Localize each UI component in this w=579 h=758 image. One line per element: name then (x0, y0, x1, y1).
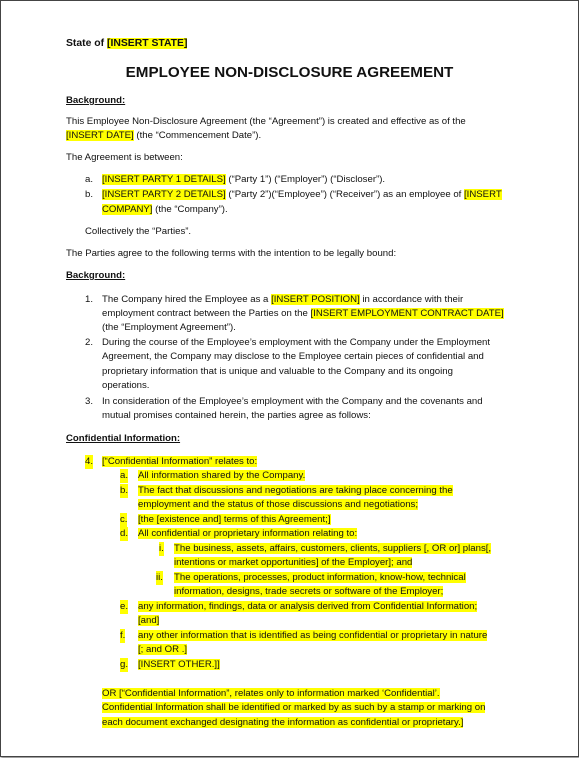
item-4-marker: 4. (85, 456, 94, 467)
background-heading-1: Background: (66, 95, 126, 106)
item-1-line-1 (102, 293, 463, 307)
sub-ii-text-1: The operations, processes, product information, know-how, technical (174, 572, 466, 583)
item-3-line-2: mutual promises contained herein, the parties agree as follows: (102, 410, 371, 421)
sub-d-line (138, 527, 357, 541)
item-2-line-2: Agreement, the Company may disclose to the Employee certain pieces of confidential and (102, 351, 484, 362)
contract-date-placeholder: [INSERT EMPLOYMENT CONTRACT DATE] (310, 308, 504, 319)
sub-ii-line-2 (174, 585, 443, 599)
sub-f-marker: f. (120, 630, 126, 641)
item-1-marker: 1. (85, 294, 94, 305)
party-b-rest: (“Party 2”)(“Employee”) (“Receiver”) as an employee of (225, 189, 465, 200)
sub-e-line-2 (138, 614, 159, 628)
between-text: The Agreement is between: (66, 152, 183, 163)
state-placeholder: [INSERT STATE] (107, 38, 188, 49)
sub-i-marker: i. (159, 543, 164, 554)
sub-b-line-1 (138, 484, 453, 498)
or-text-2: Confidential Information shall be identified or marked by as such by a stamp or marking on (102, 702, 486, 713)
or-line-1 (102, 687, 440, 701)
sub-d-text: All confidential or proprietary information relating to: (138, 528, 358, 539)
collectively-text: Collectively the “Parties”. (85, 226, 192, 237)
sub-i-text-2: intentions or market opportunities] of the Employer]; and (174, 557, 413, 568)
state-line (66, 37, 187, 51)
sub-e-text-2: [and] (138, 615, 160, 626)
party-a-marker: a. (85, 174, 94, 185)
sub-c-text: [the [existence and] terms of this Agreement;] (138, 514, 331, 525)
party-1-placeholder: [INSERT PARTY 1 DETAILS] (102, 174, 226, 185)
item-4-line (102, 455, 257, 469)
company-placeholder-1: [INSERT (464, 189, 502, 200)
sub-c-line (138, 513, 331, 527)
confidential-heading: Confidential Information: (66, 433, 181, 444)
item-3-line-1: In consideration of the Employee’s employment with the Company and the covenants and (102, 396, 483, 407)
sub-f-text-2: [; and OR .] (138, 644, 188, 655)
party-b-line-2 (102, 203, 228, 217)
sub-b-line-2 (138, 498, 418, 512)
intro-line-2-rest: (the “Commencement Date”). (133, 130, 262, 141)
sub-ii-marker: ii. (156, 572, 163, 583)
position-placeholder: [INSERT POSITION] (271, 294, 360, 305)
party-b-line-1 (102, 188, 502, 202)
sub-d-marker: d. (120, 528, 129, 539)
sub-ii-line-1 (174, 571, 466, 585)
sub-a-text: All information shared by the Company. (138, 470, 306, 481)
item-2-marker: 2. (85, 337, 94, 348)
sub-ii-text-2: information, designs, trade secrets or software of the Employer; (174, 586, 444, 597)
item-1-line-2-pre: employment contract between the Parties on the (102, 308, 311, 319)
sub-g-text: [INSERT OTHER.]] (138, 659, 220, 670)
or-text-1: OR [“Confidential Information”, relates only to information marked ‘Confidential’. (102, 688, 440, 699)
or-line-3 (102, 716, 463, 730)
party-a-rest: (“Party 1”) (“Employer”) (“Discloser”). (225, 174, 386, 185)
state-prefix: State of (66, 38, 107, 49)
item-2-line-3: proprietary information that is unique and valuable to the Company and its ongoing (102, 366, 453, 377)
sub-i-line-2 (174, 556, 412, 570)
item-1-line-2 (102, 307, 504, 321)
company-placeholder-2: COMPANY] (102, 204, 153, 215)
sub-g-line (138, 658, 220, 672)
party-b-line-2-rest: (the “Company”). (152, 204, 228, 215)
item-2-line-1: During the course of the Employee’s employment with the Company under the Employment (102, 337, 491, 348)
sub-c-marker: c. (120, 514, 128, 525)
sub-f-line-2 (138, 643, 187, 657)
document-title: EMPLOYEE NON-DISCLOSURE AGREEMENT (125, 64, 454, 81)
sub-i-text-1: The business, assets, affairs, customers, clients, suppliers [, OR or] plans[, (174, 543, 492, 554)
sub-f-line-1 (138, 629, 487, 643)
sub-f-text-1: any other information that is identified as being confidential or proprietary in nature (138, 630, 488, 641)
sub-a-line (138, 469, 305, 483)
sub-b-marker: b. (120, 485, 129, 496)
sub-e-text-1: any information, findings, data or analysis derived from Confidential Information; (138, 601, 478, 612)
item-1-pre: The Company hired the Employee as a (102, 294, 272, 305)
or-text-3: each document exchanged designating the information as confidential or proprietary.] (102, 717, 464, 728)
sub-e-line-1 (138, 600, 477, 614)
agree-text: The Parties agree to the following terms with the intention to be legally bound: (66, 248, 397, 259)
sub-g-marker: g. (120, 659, 129, 670)
item-4-text: [“Confidential Information” relates to: (102, 456, 258, 467)
sub-i-line-1 (174, 542, 491, 556)
background-heading-2: Background: (66, 270, 126, 281)
sub-b-text-2: employment and the status of those discussions and negotiations; (138, 499, 418, 510)
item-3-marker: 3. (85, 396, 94, 407)
sub-e-marker: e. (120, 601, 129, 612)
item-1-line-3: (the “Employment Agreement”). (102, 322, 236, 333)
party-a-line (102, 173, 385, 187)
intro-line-2 (66, 129, 261, 143)
date-placeholder: [INSERT DATE] (66, 130, 134, 141)
item-1-post: in accordance with their (359, 294, 464, 305)
item-2-line-4: operations. (102, 380, 150, 391)
sub-b-text-1: The fact that discussions and negotiations are taking place concerning the (138, 485, 453, 496)
or-line-2 (102, 701, 485, 715)
party-b-marker: b. (85, 189, 94, 200)
party-2-placeholder: [INSERT PARTY 2 DETAILS] (102, 189, 226, 200)
sub-a-marker: a. (120, 470, 129, 481)
intro-line-1: This Employee Non-Disclosure Agreement (the “Agreement”) is created and effective as of the (66, 116, 466, 127)
